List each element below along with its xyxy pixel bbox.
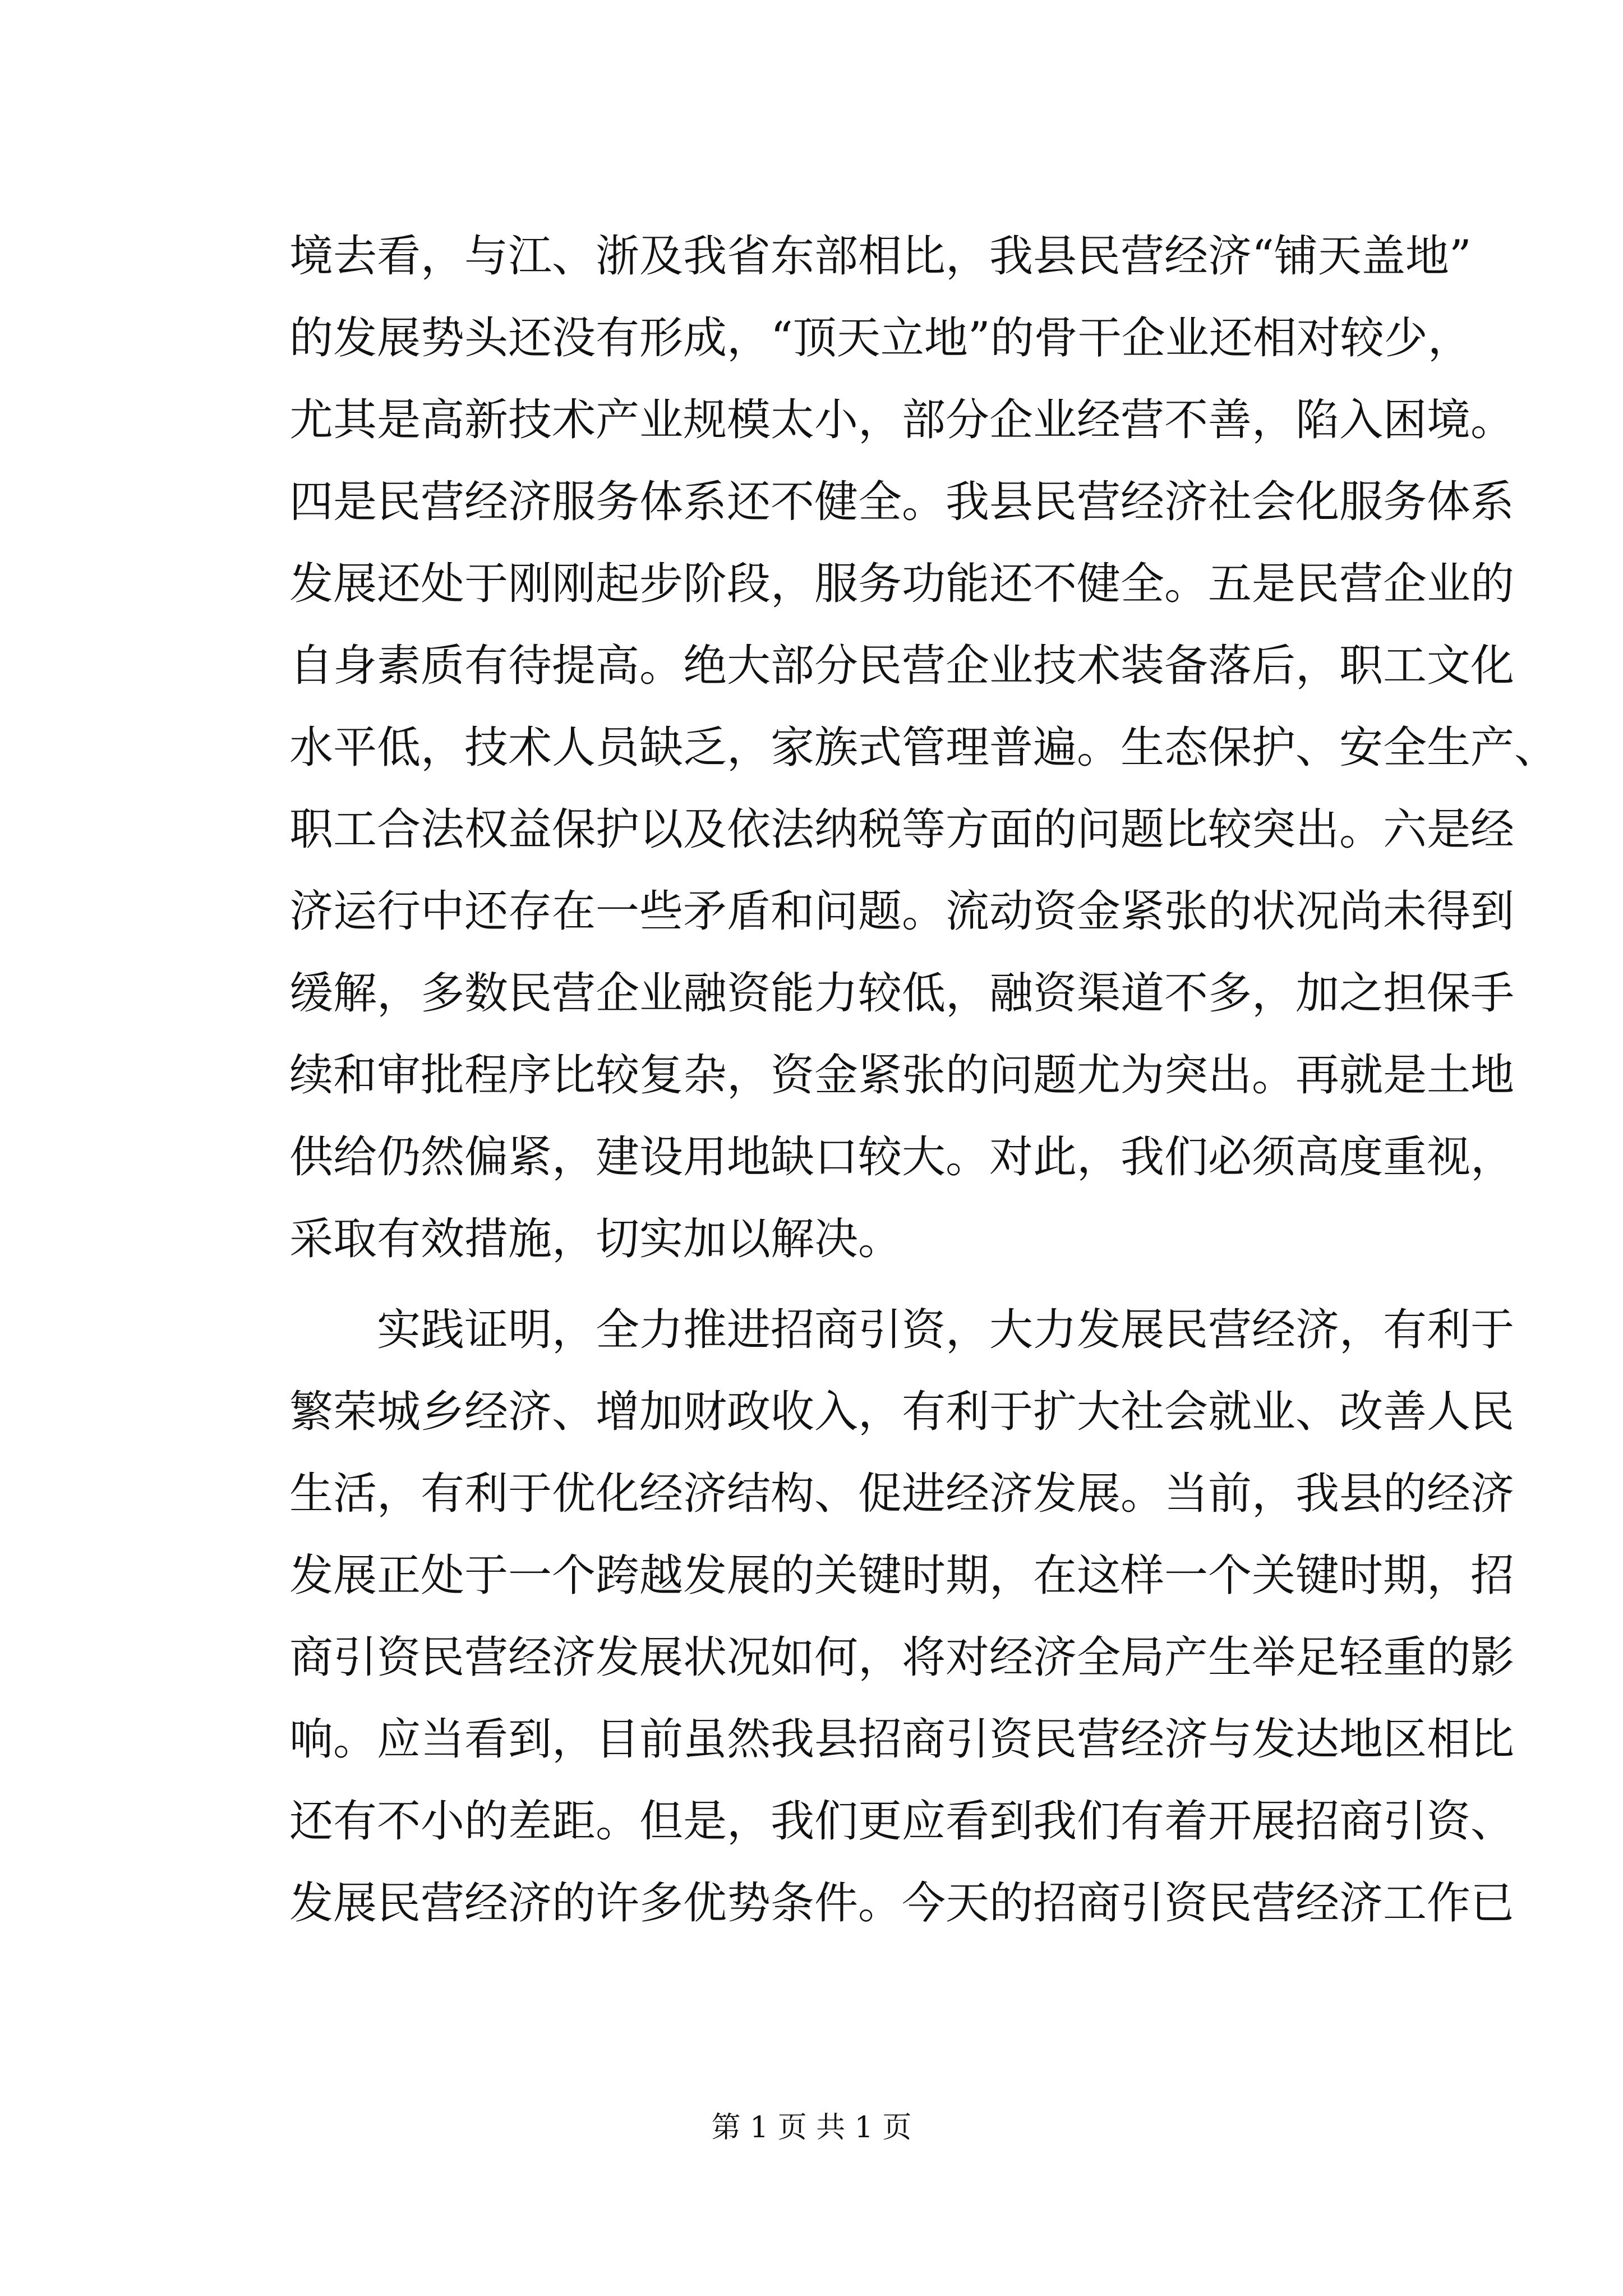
text-line: 济运行中还存在一些矛盾和问题。流动资金紧张的状况尚未得到 — [289, 886, 1515, 937]
text-line: 职工合法权益保护以及依法纳税等方面的问题比较突出。六是经 — [289, 804, 1515, 855]
text-line: 供给仍然偏紧，建设用地缺口较大。对此，我们必须高度重视， — [289, 1132, 1515, 1182]
text-line: 响。应当看到，目前虽然我县招商引资民营经济与发达地区相比 — [289, 1714, 1515, 1765]
paragraph-1 — [289, 215, 1559, 1280]
paragraph-2 — [289, 1289, 1515, 1944]
text-line: 四是民营经济服务体系还不健全。我县民营经济社会化服务体系 — [289, 477, 1515, 527]
text-line: 境去看，与江、浙及我省东部相比，我县民营经济“铺天盖地” — [289, 231, 1472, 282]
text-line: 实践证明，全力推进招商引资，大力发展民营经济，有利于 — [377, 1305, 1515, 1355]
text-line: 繁荣城乡经济、增加财政收入，有利于扩大社会就业、改善人民 — [289, 1387, 1515, 1437]
page-footer: 第 1 页 共 1 页 — [711, 2111, 912, 2145]
text-line: 自身素质有待提高。绝大部分民营企业技术装备落后，职工文化 — [289, 641, 1515, 691]
text-line: 水平低，技术人员缺乏，家族式管理普遍。生态保护、安全生产、 — [289, 723, 1559, 773]
paragraph-spacer — [289, 1280, 1368, 1289]
text-line: 发展民营经济的许多优势条件。今天的招商引资民营经济工作已 — [289, 1878, 1515, 1929]
body-text — [289, 215, 1559, 1944]
text-line: 商引资民营经济发展状况如何，将对经济全局产生举足轻重的影 — [289, 1632, 1515, 1683]
text-line: 生活，有利于优化经济结构、促进经济发展。当前，我县的经济 — [289, 1469, 1515, 1519]
text-line: 还有不小的差距。但是，我们更应看到我们有着开展招商引资、 — [289, 1796, 1515, 1847]
text-line: 发展还处于刚刚起步阶段，服务功能还不健全。五是民营企业的 — [289, 559, 1515, 609]
text-line: 采取有效措施，切实加以解决。 — [289, 1214, 902, 1264]
text-line: 发展正处于一个跨越发展的关键时期，在这样一个关键时期，招 — [289, 1550, 1515, 1601]
text-line: 缓解，多数民营企业融资能力较低，融资渠道不多，加之担保手 — [289, 968, 1515, 1019]
text-line: 尤其是高新技术产业规模太小，部分企业经营不善，陷入困境。 — [289, 395, 1515, 445]
text-line: 的发展势头还没有形成，“顶天立地”的骨干企业还相对较少， — [289, 313, 1472, 364]
text-line: 续和审批程序比较复杂，资金紧张的问题尤为突出。再就是土地 — [289, 1050, 1515, 1101]
